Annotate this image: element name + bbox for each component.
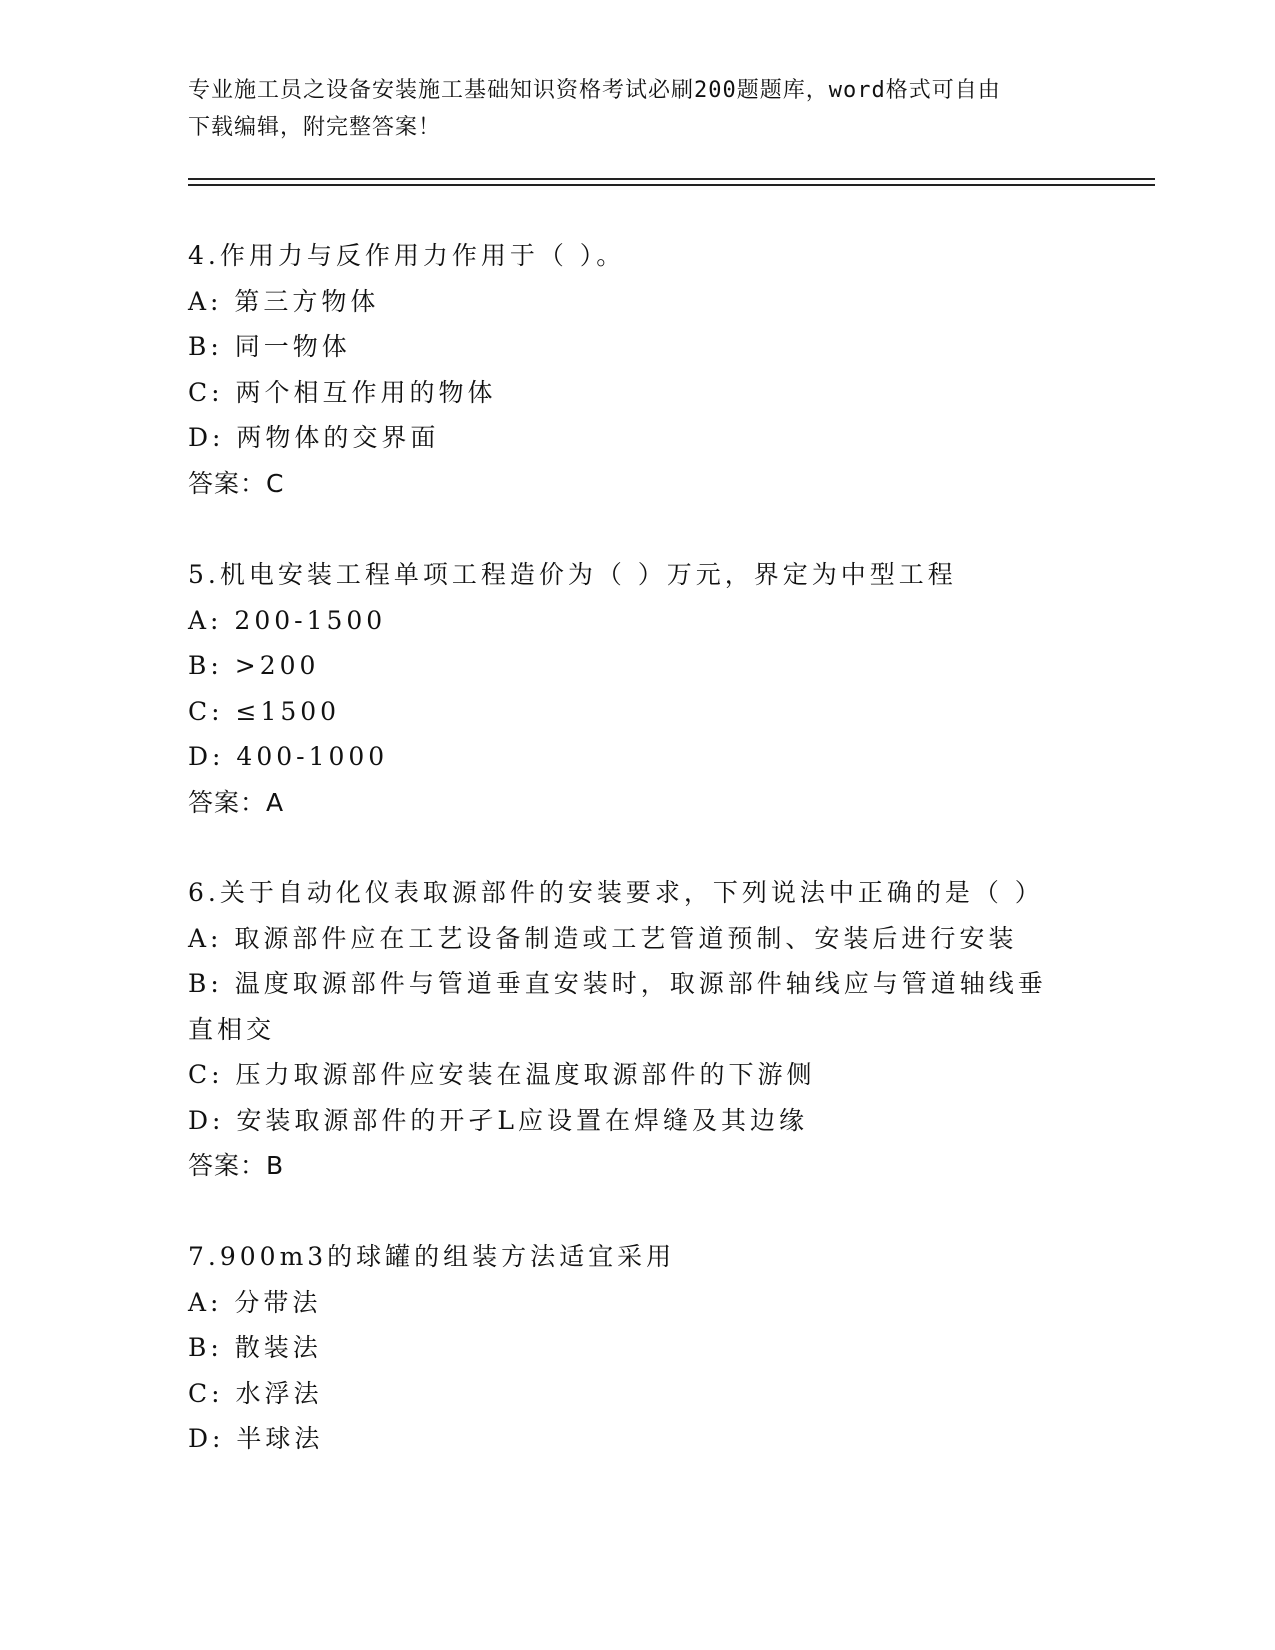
answer-label: 答案：A: [188, 787, 285, 817]
option-b: B: >200: [188, 651, 320, 680]
option-a: A: 分带法: [188, 1287, 322, 1317]
answer-label: 答案：C: [188, 468, 285, 498]
question-6: [188, 870, 1148, 1189]
option-d: D: 半球法: [188, 1424, 324, 1453]
header-line-2: 下载编辑，附完整答案！: [188, 115, 442, 140]
option-b: B: 温度取源部件与管道垂直安装时，取源部件轴线应与管道轴线垂直相交: [188, 969, 1047, 1044]
header-line-1: 专业施工员之设备安装施工基础知识资格考试必刷200题题库，word格式可自由: [188, 78, 1001, 103]
header-divider-top: [188, 178, 1155, 180]
answer-label: 答案：B: [188, 1151, 285, 1180]
question-stem: 4.作用力与反作用力作用于（ ）。: [188, 241, 626, 270]
option-a: A: 第三方物体: [188, 286, 380, 316]
question-4: [188, 233, 1148, 506]
question-7: [188, 1234, 1148, 1462]
question-stem: 6.关于自动化仪表取源部件的安装要求，下列说法中正确的是（ ）: [188, 878, 1044, 907]
option-c: C: 压力取源部件应安装在温度取源部件的下游侧: [188, 1060, 816, 1089]
option-a: A: 200-1500: [188, 605, 387, 635]
option-d: D: 安装取源部件的开孑L应设置在焊缝及其边缘: [188, 1105, 809, 1135]
option-c: C: 水浮法: [188, 1378, 323, 1408]
option-c: C: 两个相互作用的物体: [188, 377, 497, 407]
option-c: C: ≤1500: [188, 696, 341, 726]
question-stem: 5.机电安装工程单项工程造价为（ ）万元，界定为中型工程: [188, 560, 957, 589]
option-d: D: 400-1000: [188, 742, 389, 771]
option-b: B: 同一物体: [188, 332, 351, 361]
option-a: A: 取源部件应在工艺设备制造或工艺管道预制、安装后进行安装: [188, 923, 1018, 953]
option-d: D: 两物体的交界面: [188, 423, 440, 452]
question-5: [188, 552, 1148, 825]
document-header: [188, 72, 1088, 146]
header-divider-bottom: [188, 184, 1155, 186]
option-b: B: 散装法: [188, 1333, 322, 1362]
question-stem: 7.900m3的球罐的组装方法适宜采用: [188, 1242, 676, 1271]
